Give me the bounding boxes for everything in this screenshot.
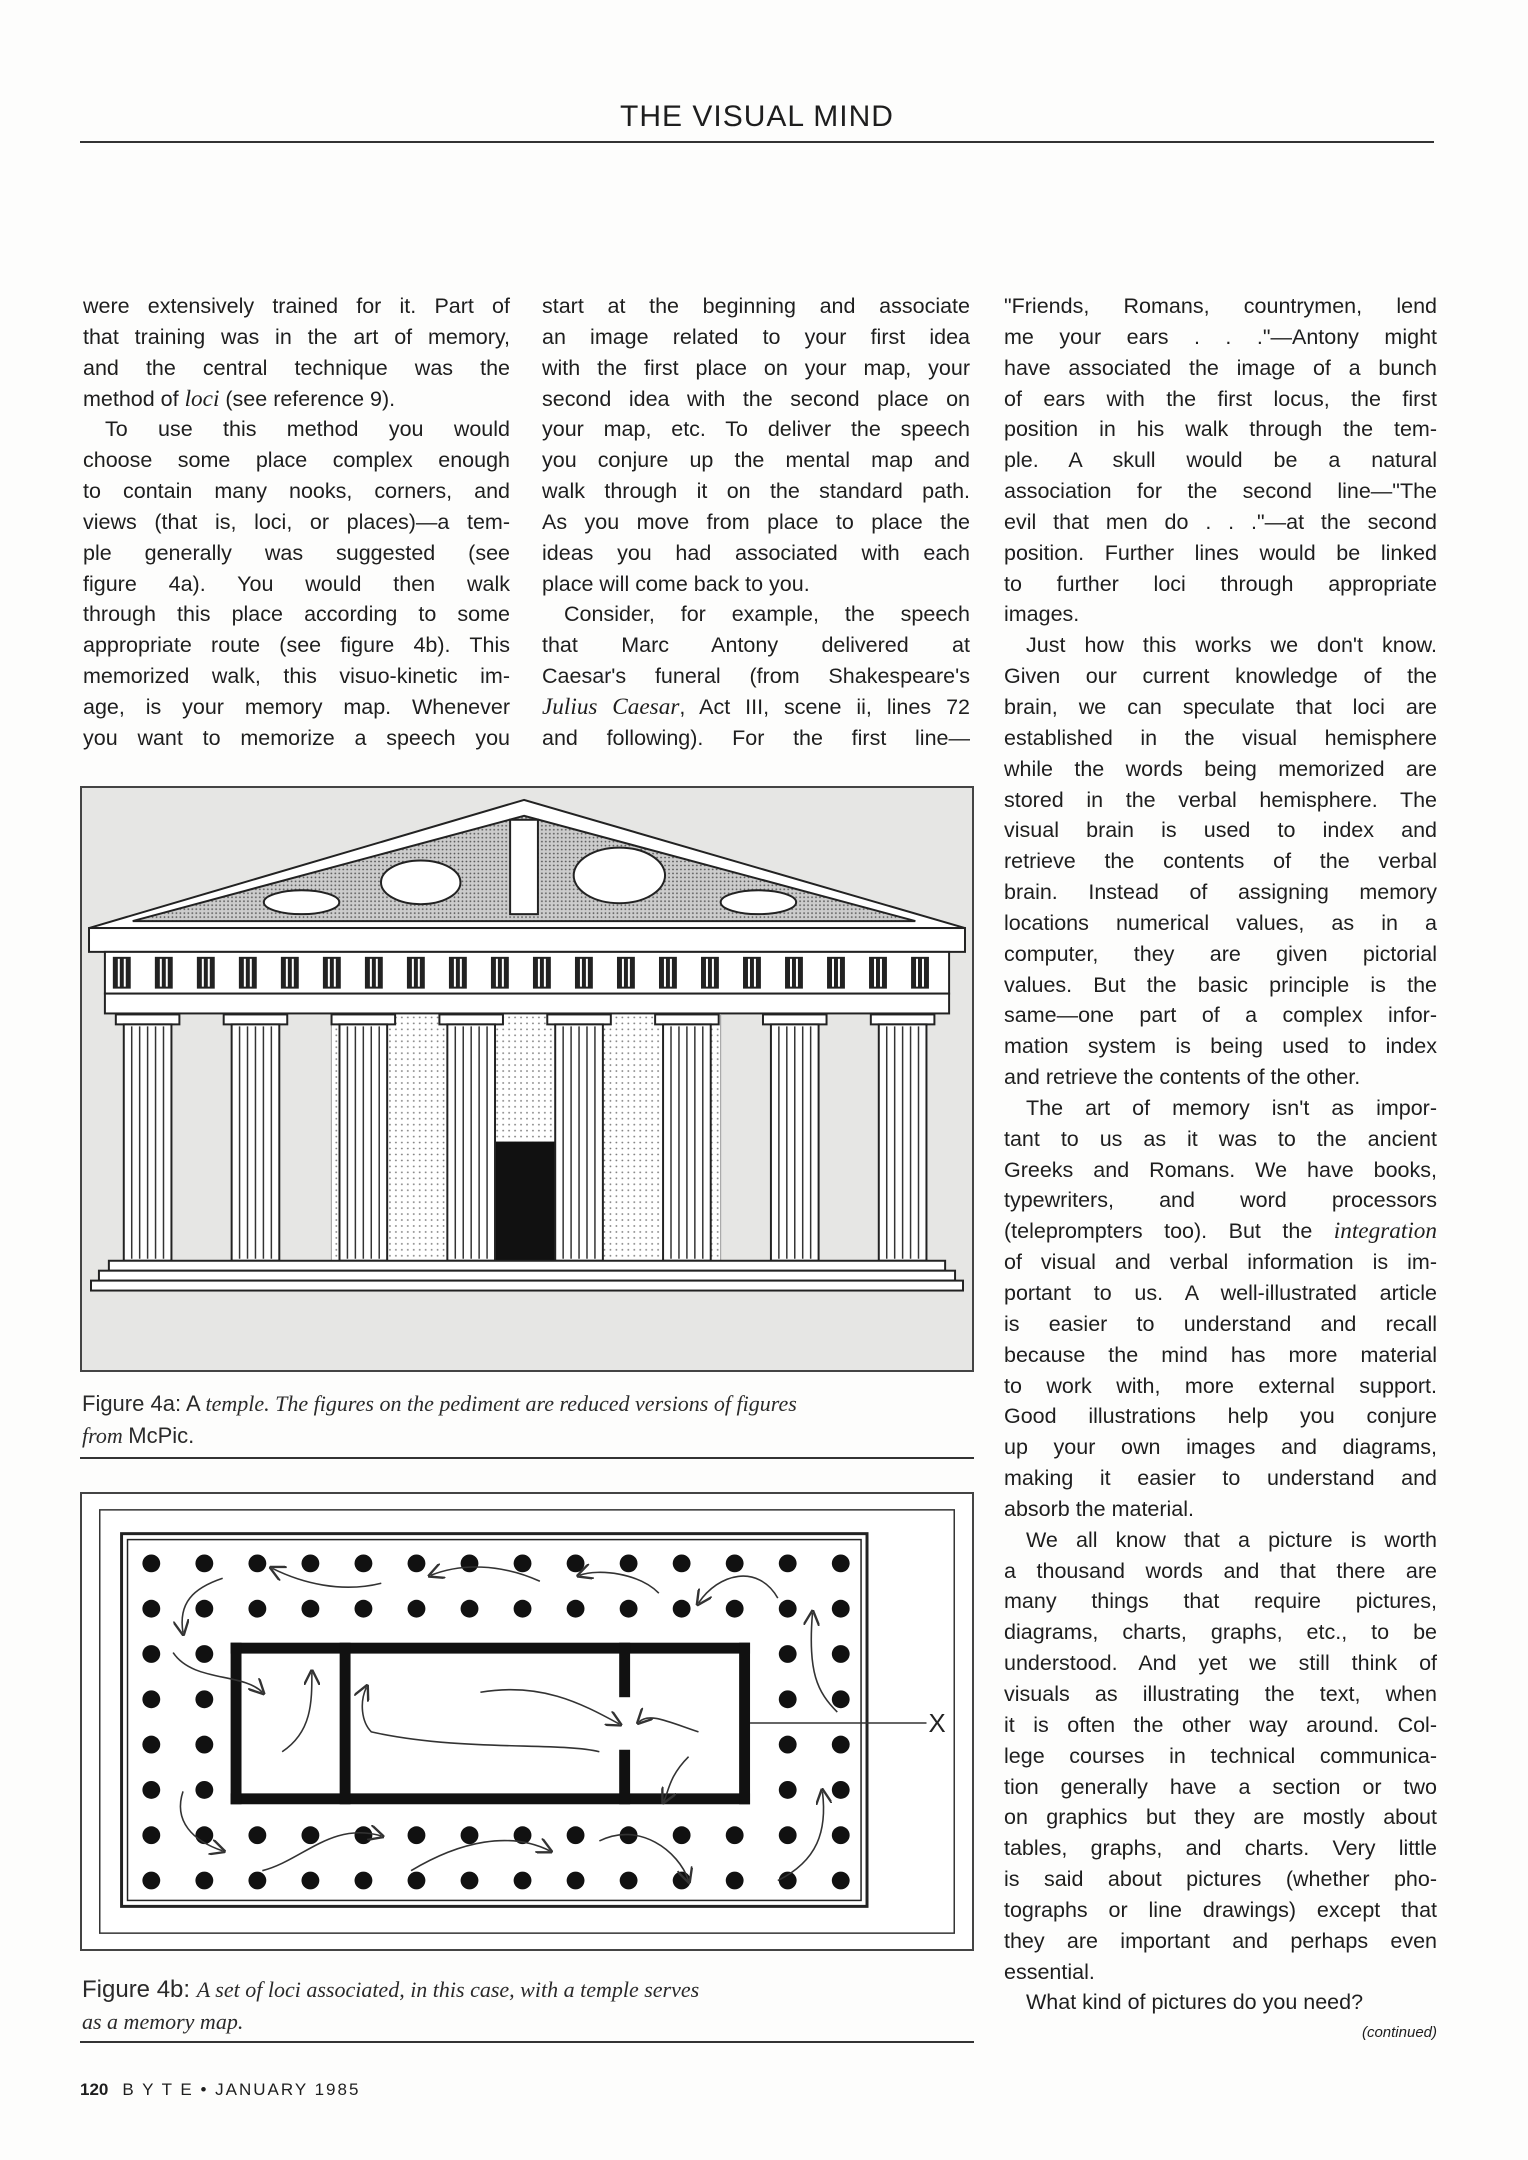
text-line: lege courses in technical communica- <box>1004 1743 1437 1768</box>
column-dot <box>142 1600 160 1618</box>
text-line: you want to memorize a speech you <box>83 725 510 750</box>
triglyph <box>323 957 341 989</box>
column-dot <box>779 1781 797 1799</box>
text-line: because the mind has more material <box>1004 1342 1437 1367</box>
continued-note: (continued) <box>1361 2024 1437 2042</box>
column-dot <box>673 1600 691 1618</box>
text-line: up your own images and diagrams, <box>1004 1435 1437 1460</box>
text-segment: method of <box>83 386 185 411</box>
column-dot <box>832 1600 850 1618</box>
column-capital <box>116 1014 180 1024</box>
column <box>547 1014 611 1260</box>
column <box>871 1014 935 1260</box>
column-dot <box>408 1554 426 1572</box>
text-line: Consider, for example, the speech <box>564 602 970 627</box>
column-dot <box>620 1600 638 1618</box>
footer-separator: • <box>200 2080 209 2099</box>
text-line: start at the beginning and associate <box>542 294 970 318</box>
column-dot <box>142 1690 160 1708</box>
text-line: association for the second line—"The <box>1004 479 1437 504</box>
text-line: were extensively trained for it. Part of <box>83 294 510 318</box>
caption-rule <box>80 2041 974 2043</box>
column-dot <box>248 1600 266 1618</box>
text-line: figure 4a). You would then walk <box>83 571 510 596</box>
triglyph-block <box>239 957 257 989</box>
column-capital <box>224 1014 288 1024</box>
text-line: computer, they are given pictorial <box>1004 941 1437 966</box>
triglyph <box>365 957 383 989</box>
text-line: To use this method you would <box>105 417 510 442</box>
column-dot <box>248 1554 266 1572</box>
column-dot <box>301 1600 319 1618</box>
text-line: an image related to your first idea <box>542 324 970 349</box>
figure-4a-caption <box>82 1388 962 1452</box>
text-line: evil that men do . . ."—at the second <box>1004 509 1437 534</box>
column <box>332 1014 396 1260</box>
triglyph-block <box>785 957 803 989</box>
column-dot <box>779 1600 797 1618</box>
column <box>763 1014 827 1260</box>
text-line: tant to us as it was to the ancient <box>1004 1126 1437 1151</box>
text-line: have associated the image of a bunch <box>1004 355 1437 380</box>
outer-frame <box>100 1510 954 1933</box>
column-dot <box>514 1872 532 1890</box>
column-dot <box>673 1554 691 1572</box>
column-dot <box>142 1826 160 1844</box>
text-line: retrieve the contents of the verbal <box>1004 849 1437 874</box>
column-capital <box>871 1014 935 1024</box>
column <box>655 1014 719 1260</box>
column-capital <box>439 1014 503 1024</box>
text-line: of ears with the first locus, the first <box>1004 386 1437 411</box>
text-line: place will come back to you. <box>542 571 810 596</box>
text-line: As you move from place to place the <box>542 509 970 534</box>
caption-text: from <box>82 1423 129 1448</box>
text-line: absorb the material. <box>1004 1496 1195 1521</box>
text-line: Good illustrations help you conjure <box>1004 1404 1437 1429</box>
text-line <box>1004 1216 1437 1247</box>
caption-text: McPic. <box>128 1423 195 1448</box>
triglyph-block <box>197 957 215 989</box>
text-line: memorized walk, this visuo-kinetic im- <box>83 664 510 689</box>
text-line: is easier to understand and recall <box>1004 1311 1437 1336</box>
triglyph-block <box>575 957 593 989</box>
triglyph <box>407 957 425 989</box>
triglyph-block <box>869 957 887 989</box>
text-line: it is often the other way around. Col- <box>1004 1712 1437 1737</box>
loci-map-diagram <box>82 1494 972 1949</box>
text-segment: , Act III, scene ii, lines 72 <box>679 694 970 719</box>
column <box>439 1014 503 1260</box>
text-line: The art of memory isn't as impor- <box>1026 1095 1437 1120</box>
triglyph <box>743 957 761 989</box>
column-dot <box>461 1554 479 1572</box>
column-dot <box>355 1826 373 1844</box>
text-line: "Friends, Romans, countrymen, lend <box>1004 294 1437 318</box>
cornice <box>89 928 965 952</box>
text-line: is said about pictures (whether pho- <box>1004 1867 1437 1892</box>
column-dot <box>726 1826 744 1844</box>
column-capital <box>763 1014 827 1024</box>
column <box>224 1014 288 1260</box>
text-line: you conjure up the mental map and <box>542 448 970 473</box>
column-dot <box>567 1600 585 1618</box>
column-dot <box>779 1645 797 1663</box>
text-line: many things that require pictures, <box>1004 1589 1437 1614</box>
text-line: Greeks and Romans. We have books, <box>1004 1157 1437 1182</box>
text-line: ideas you had associated with each <box>542 540 970 565</box>
column-dot <box>567 1872 585 1890</box>
column-dot <box>301 1826 319 1844</box>
text-line: essential. <box>1004 1959 1095 1984</box>
text-line <box>83 384 510 415</box>
column-dot <box>779 1554 797 1572</box>
text-line: tion generally have a section or two <box>1004 1774 1437 1799</box>
text-line: stored in the verbal hemisphere. The <box>1004 787 1437 812</box>
text-line: typewriters, and word processors <box>1004 1188 1437 1213</box>
triglyph-block <box>533 957 551 989</box>
triglyph <box>827 957 845 989</box>
stylobate-steps <box>91 1261 963 1291</box>
text-segment: (see reference 9). <box>219 386 396 411</box>
text-line: understood. And yet we still think of <box>1004 1651 1437 1676</box>
triglyph <box>491 957 509 989</box>
triglyph <box>617 957 635 989</box>
architrave <box>105 994 949 1014</box>
column-dot <box>726 1554 744 1572</box>
text-line: and the central technique was the <box>83 355 510 380</box>
text-column-3 <box>1004 291 1437 2049</box>
triglyph-block <box>323 957 341 989</box>
italic-text: Julius Caesar <box>542 693 680 720</box>
pediment <box>89 800 965 928</box>
column-dot <box>195 1690 213 1708</box>
text-line: of visual and verbal information is im- <box>1004 1250 1437 1275</box>
triglyph <box>701 957 719 989</box>
column-dot <box>355 1600 373 1618</box>
triglyph <box>533 957 551 989</box>
column-dot <box>142 1781 160 1799</box>
caption-text: A set of loci associated, in this case, with a temple serves <box>196 1977 700 2002</box>
figure-4b-loci-map <box>80 1492 974 1951</box>
column-dot <box>832 1826 850 1844</box>
figure-4b-caption <box>82 1974 962 2038</box>
temple-door <box>494 1142 558 1261</box>
triglyph <box>575 957 593 989</box>
text-line: views (that is, loci, or places)—a tem- <box>83 509 510 534</box>
figure-4a-temple <box>80 786 974 1372</box>
caption-rule <box>80 1457 974 1459</box>
text-line: age, is your memory map. Whenever <box>83 694 510 719</box>
text-line: choose some place complex enough <box>83 448 510 473</box>
triglyph-block <box>449 957 467 989</box>
text-line: they are important and perhaps even <box>1004 1928 1437 1953</box>
text-column-1 <box>83 291 510 754</box>
text-line: Just how this works we don't know. <box>1026 633 1437 658</box>
column-dot <box>779 1826 797 1844</box>
text-line: diagrams, charts, graphs, etc., to be <box>1004 1620 1437 1645</box>
triglyph <box>911 957 929 989</box>
text-line: position in his walk through the tem- <box>1004 417 1437 442</box>
column-dot <box>142 1554 160 1572</box>
text-line: and following). For the first line— <box>542 725 970 750</box>
column-dot <box>408 1872 426 1890</box>
text-line: mation system is being used to index <box>1004 1034 1437 1059</box>
column-dot <box>195 1781 213 1799</box>
frieze <box>105 952 949 994</box>
text-line: What kind of pictures do you need? <box>1026 1990 1364 2015</box>
text-line: appropriate route (see figure 4b). This <box>83 633 510 658</box>
column-dot <box>195 1736 213 1754</box>
column <box>116 1014 180 1260</box>
column-dot <box>408 1826 426 1844</box>
column-dot <box>461 1826 479 1844</box>
entrance-x-mark: X <box>928 1709 946 1738</box>
triglyph-block <box>113 957 131 989</box>
column-dot <box>620 1554 638 1572</box>
triglyph <box>155 957 173 989</box>
column-dot <box>195 1645 213 1663</box>
text-line: on graphics but they are mostly about <box>1004 1805 1437 1830</box>
caption-label: Figure 4a: A <box>82 1391 206 1416</box>
text-column-2 <box>542 291 970 754</box>
caption-label: Figure 4b: <box>82 1976 197 2003</box>
text-line: your map, etc. To deliver the speech <box>542 417 970 442</box>
triglyph <box>281 957 299 989</box>
column-capital <box>332 1014 396 1024</box>
column-dot <box>620 1872 638 1890</box>
column-capital <box>655 1014 719 1024</box>
text-line: to further loci through appropriate <box>1004 571 1437 596</box>
triglyph-block <box>659 957 677 989</box>
column-dot <box>726 1872 744 1890</box>
text-line: that training was in the art of memory, <box>83 324 510 349</box>
text-line: position. Further lines would be linked <box>1004 540 1437 565</box>
column-dot <box>301 1554 319 1572</box>
triglyph-block <box>365 957 383 989</box>
column-dot <box>567 1826 585 1844</box>
column-dot <box>195 1554 213 1572</box>
text-line: ple. A skull would be a natural <box>1004 448 1437 473</box>
text-line: Caesar's funeral (from Shakespeare's <box>542 664 970 689</box>
triglyph-block <box>743 957 761 989</box>
triglyph <box>659 957 677 989</box>
column-capital <box>547 1014 611 1024</box>
triglyph-block <box>407 957 425 989</box>
column-dot <box>355 1872 373 1890</box>
italic-text: loci <box>184 385 220 412</box>
column-dot <box>461 1600 479 1618</box>
column-dot <box>726 1600 744 1618</box>
caption-text: temple. The figures on the pediment are reduced versions of figures <box>205 1391 797 1416</box>
triglyph-block <box>617 957 635 989</box>
text-line: and retrieve the contents of the other. <box>1004 1065 1361 1090</box>
triglyph-block <box>281 957 299 989</box>
column-dot <box>779 1690 797 1708</box>
text-line: to work with, more external support. <box>1004 1373 1437 1398</box>
triglyph <box>197 957 215 989</box>
text-line: tographs or line drawings) except that <box>1004 1897 1437 1922</box>
text-line: that Marc Antony delivered at <box>542 633 970 658</box>
magazine-name: B Y T E <box>122 2080 194 2099</box>
column-dot <box>567 1554 585 1572</box>
column-dot <box>195 1600 213 1618</box>
text-line: visual brain is used to index and <box>1004 818 1437 843</box>
column-dot <box>408 1600 426 1618</box>
text-line: walk through it on the standard path. <box>542 479 970 504</box>
text-line: established in the visual hemisphere <box>1004 725 1437 750</box>
temple-illustration <box>82 788 972 1370</box>
column-dot <box>514 1600 532 1618</box>
column-dot <box>461 1872 479 1890</box>
column-dot <box>248 1826 266 1844</box>
column-dot <box>673 1826 691 1844</box>
page-number: 120 <box>80 2080 109 2099</box>
column-dot <box>832 1554 850 1572</box>
triglyph <box>449 957 467 989</box>
column-dot <box>142 1736 160 1754</box>
column-dot <box>779 1736 797 1754</box>
column-dot <box>248 1872 266 1890</box>
column-dot <box>832 1736 850 1754</box>
text-line: while the words being memorized are <box>1004 756 1437 781</box>
triglyph <box>239 957 257 989</box>
triglyph-block <box>827 957 845 989</box>
text-line: images. <box>1004 602 1080 627</box>
column-dot <box>832 1690 850 1708</box>
text-segment: (teleprompters too). But the <box>1004 1219 1334 1244</box>
header-rule <box>80 141 1434 143</box>
text-line: tables, graphs, and charts. Very little <box>1004 1836 1437 1861</box>
column-dot <box>301 1872 319 1890</box>
text-line: to contain many nooks, corners, and <box>83 479 510 504</box>
column-dot <box>195 1826 213 1844</box>
text-line: ple generally was suggested (see <box>83 540 510 565</box>
column-dot <box>142 1872 160 1890</box>
text-line: making it easier to understand and <box>1004 1466 1437 1491</box>
column-dot <box>832 1781 850 1799</box>
text-line: a thousand words and that there are <box>1004 1558 1437 1583</box>
caption-text: as a memory map. <box>82 2009 244 2034</box>
text-line <box>542 692 970 723</box>
italic-text: integration <box>1333 1218 1437 1245</box>
triglyph <box>113 957 131 989</box>
issue-date: JANUARY 1985 <box>215 2080 361 2099</box>
running-header: THE VISUAL MIND <box>620 100 894 133</box>
text-line: me your ears . . ."—Antony might <box>1004 324 1437 349</box>
triglyph <box>785 957 803 989</box>
column-dot <box>514 1554 532 1572</box>
column-dot <box>832 1872 850 1890</box>
triglyph <box>869 957 887 989</box>
text-line: portant to us. A well-illustrated article <box>1004 1281 1437 1305</box>
column-dot <box>195 1872 213 1890</box>
column-dot <box>832 1645 850 1663</box>
column-dot <box>355 1554 373 1572</box>
text-line: values. But the basic principle is the <box>1004 972 1437 997</box>
triglyph-block <box>155 957 173 989</box>
text-line: through this place according to some <box>83 602 510 627</box>
text-line: brain, we can speculate that loci are <box>1004 694 1437 719</box>
text-line: same—one part of a complex infor- <box>1004 1003 1437 1028</box>
column-dot <box>142 1645 160 1663</box>
text-line: with the first place on your map, your <box>542 355 970 380</box>
text-line: Given our current knowledge of the <box>1004 664 1437 689</box>
triglyph-block <box>911 957 929 989</box>
text-line: locations numerical values, as in a <box>1004 910 1437 935</box>
page-footer <box>80 2080 360 2100</box>
text-line: brain. Instead of assigning memory <box>1004 880 1437 905</box>
text-line: visuals as illustrating the text, when <box>1004 1681 1437 1706</box>
text-line: second idea with the second place on <box>542 386 970 411</box>
triglyph-block <box>701 957 719 989</box>
triglyph-block <box>491 957 509 989</box>
text-line: We all know that a picture is worth <box>1026 1527 1437 1552</box>
